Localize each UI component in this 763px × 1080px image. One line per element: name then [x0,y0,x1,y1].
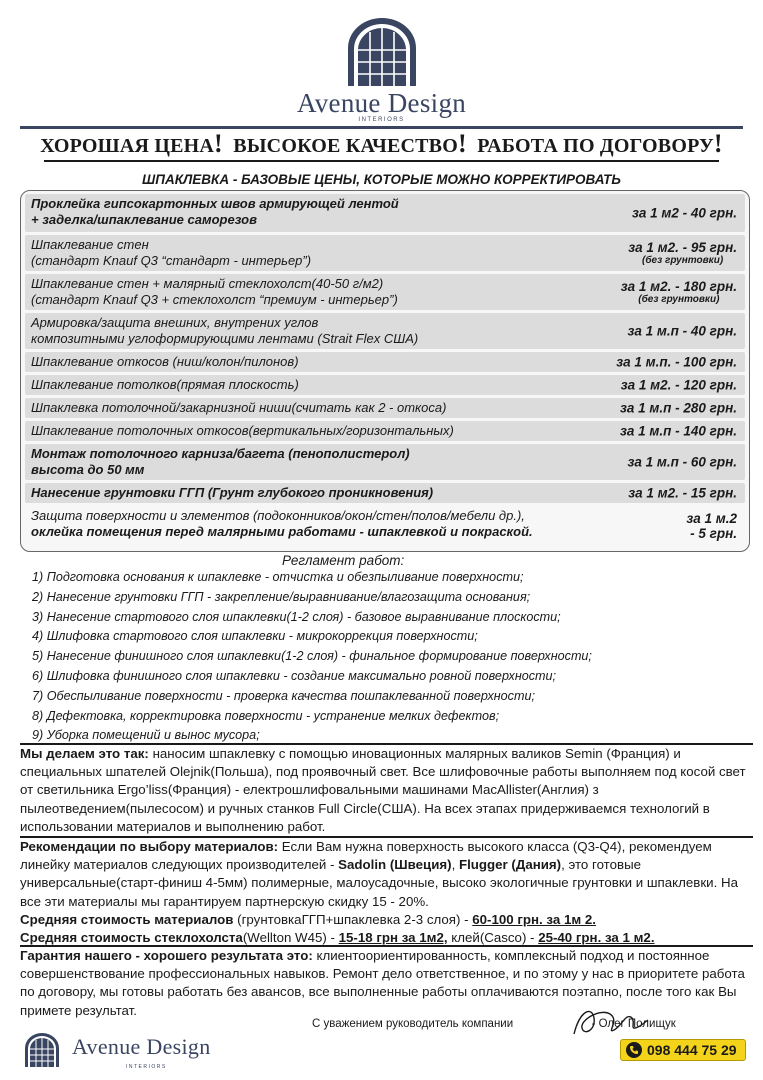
price-row [25,194,745,232]
price-row [25,421,745,441]
regulation-item: 4) Шлифовка стартового слоя шпаклевки - микрокоррекция поверхности; [32,629,478,644]
phone-number: 098 444 75 29 [647,1042,737,1058]
price-value: за 1 м.п - 40 грн. [627,323,737,339]
price-value: за 1 м2 - 40 грн. [631,205,737,221]
avg-materials-price: 60-100 грн. за 1м 2. [472,911,596,927]
slogan-part-1: ХОРОШАЯ ЦЕНА [40,135,215,157]
slogan-part-2: ВЫСОКОЕ КАЧЕСТВО [233,135,458,157]
phone-badge[interactable] [620,1039,746,1061]
recommend-brand-2: Flugger (Дания) [458,857,562,873]
arched-window-logo-icon [342,18,422,86]
price-row-line1: Шпаклевание потолочных откосов(вертикальных/горизонтальных) [31,423,454,438]
phone-icon [626,1042,642,1058]
guarantee-text: клиентоориентированность, комплексный подход и постоянное совершенствование профессиональных навыков. Ремонт дело ответственное, и по этому у нас в приоритете работа по договору, мы готовы работать без авансов, все выполненные работы оплачиваются поэтапно, после того как Вы примете результат. [20,948,745,1018]
price-row-line1: Защита поверхности и элементов (подоконников/окон/стен/полов/мебели др.), [31,508,525,523]
price-value: за 1 м.2 [686,511,737,526]
price-row-line1: Шпаклевание стен + малярный стеклохолст(40-50 г/м2) [31,276,384,291]
price-row-line1: Проклейка гипсокартонных швов армирующей лентой [31,196,399,211]
regulation-item: 5) Нанесение финишного слоя шпаклевки(1-2 слоя) - финальное формирование поверхности; [32,649,592,664]
price-value: за 1 м2. - 180 грн. [620,279,737,294]
regulation-item: 2) Нанесение грунтовки ГГП - закрепление/выравнивание/влагозащита основания; [32,589,531,604]
brand-name: Avenue Design [296,88,467,118]
slogan-exclaim-2: ! [457,129,467,158]
slogan-exclaim-1: ! [214,129,223,158]
price-value: за 1 м2. - 15 грн. [628,485,737,501]
price-row-line1: Армировка/защита внешних, внутрених углов [31,315,319,330]
price-row-line1: Шпаклевание откосов (ниш/колон/пилонов) [31,354,299,369]
signer-name: - Олег Полищук [591,1018,676,1030]
price-row-line2: композитными углоформирующими лентами (Strait Flex США) [31,331,419,346]
avg-glass-price: 15-18 грн за 1м2, [338,930,448,946]
brand-sub: INTERIORS [358,117,405,123]
guarantee-lead: Гарантия нашего - хорошего результата это: [20,948,313,963]
regulations [20,554,750,746]
price-note: (без грунтовки) [642,255,724,266]
how-we-work [20,745,753,836]
regulation-item: 7) Обеспыливание поверхности - проверка качества пошпаклеванной поверхности; [32,688,535,703]
regulation-item: 8) Дефектовка, корректировка поверхности - устранение мелких дефектов; [32,708,500,723]
slogan-exclaim-3: ! [713,129,723,158]
price-row [25,444,745,480]
how-text: наносим шпаклевку с помощью иновационных малярных валиков Semin (Франция) и специальных шпателей Olejnik(Польша), под проявочный свет. Все шлифовочные работы выполняем под косой свет от светильника Ergo’liss(Франция) - електрошлифовальными машинами MacAllister(Англия) з пылеотведением(пылесосом) и ручных станков Full Circle(США). На всех этапах придерживаемся технологий в использовании материалов и выполнению работ. [20,746,746,834]
price-row-line2: высота до 50 мм [31,462,145,477]
avg-materials-lead: Средняя стоимость материалов [20,911,234,927]
signature-text: С уважением руководитель компании [312,1018,514,1030]
price-row-line2: оклейка помещения перед малярными работами - шпаклевкой и покраской. [31,524,533,539]
recommend-lead: Рекомендации по выбору материалов: [20,839,279,854]
how-lead: Мы делаем это так: [20,746,149,761]
price-row-line1: Нанесение грунтовки ГГП (Грунт глубокого проникновения) [31,485,434,500]
price-row [25,352,745,372]
price-list [20,190,750,552]
price-row-line1: Шпаклевка потолочной/закарнизной ниши(считать как 2 - откоса) [31,400,447,415]
brand-name: Avenue Design [72,1034,211,1059]
price-note: - 5 грн. [690,526,737,541]
price-value: за 1 м.п - 60 грн. [627,454,737,470]
arched-window-logo-icon [22,1028,62,1072]
price-heading: ШПАКЛЕВКА - БАЗОВЫЕ ЦЕНЫ, КОТОРЫЕ МОЖНО КОРРЕКТИРОВАТЬ [142,172,621,187]
logo-top [0,18,763,123]
recommendations [20,838,753,947]
regulation-item: 9) Уборка помещений и вынос мусора; [32,728,260,743]
recommend-comma: , [451,857,459,873]
avg-glass-lead: Средняя стоимость стеклохолста [20,930,243,946]
price-row-line1: Шпаклевание потолков(прямая плоскость) [31,377,299,392]
regulation-item: 3) Нанесение стартового слоя шпаклевки(1-2 слоя) - базовое выравнивание плоскости; [32,609,561,624]
price-row [25,313,745,349]
handwritten-signature-icon [570,1000,650,1042]
price-note: (без грунтовки) [638,294,720,305]
price-value: за 1 м.п - 280 грн. [619,400,737,416]
price-value: за 1 м.п - 140 грн. [619,423,737,439]
recommend-brand-1: Sadolin (Швеция) [338,857,452,873]
slogan [0,129,763,158]
avg-glue-price: 25-40 грн. за 1 м2. [538,930,655,946]
price-value: за 1 м2. - 95 грн. [628,240,737,255]
brand-sub: INTERIORS [126,1064,167,1070]
regulation-item: 1) Подготовка основания к шпаклевке - отчистка и обезпыливание поверхности; [32,570,524,584]
regulation-item: 6) Шлифовка финишного слоя шпаклевки - создание максимально ровной поверхности; [32,668,557,683]
price-row [25,375,745,395]
top-divider [20,126,743,129]
price-row [25,398,745,418]
price-row-line1: Монтаж потолочного карниза/багета (пенополистерол) [31,446,410,461]
price-value: за 1 м.п. - 100 грн. [616,354,737,370]
price-value: за 1 м2. - 120 грн. [620,377,737,393]
avg-glue-text: клей(Casco) - [447,930,539,946]
price-row [25,483,745,503]
price-row-line1: Шпаклевание стен [31,237,149,252]
avg-glass-text: (Wellton W45) - [242,930,339,946]
avg-materials-text: (грунтовкаГГП+шпаклевка 2-3 слоя) - [233,911,473,927]
price-row [25,274,745,310]
price-row [25,235,745,271]
recommend-text-2: , это готовые универсальные(старт-финиш 4-5мм) полимерные, малоусадочные, высоко экологичные грунтовки и шпаклевки. На все эти материалы мы гарантируем партнерскую скидку 15 - 20%. [20,857,738,909]
recommend-text-1: Если Вам нужна поверхность высокого класса (Q3-Q4), рекомендуем линейку материалов следующих производителей - [20,839,712,873]
slogan-part-3: РАБОТА ПО ДОГОВОРУ [477,135,714,157]
price-row-line2: (стандарт Knauf Q3 + стеклохолст “премиум - интерьер”) [31,292,398,307]
price-row-line2: + заделка/шпаклевание саморезов [31,212,257,227]
regulations-title: Регламент работ: [282,553,405,568]
logo-bottom [22,1028,222,1074]
price-row [25,506,745,546]
slogan-underline [44,160,719,162]
price-row-line2: (стандарт Knauf Q3 “стандарт - интерьер”) [31,253,312,268]
